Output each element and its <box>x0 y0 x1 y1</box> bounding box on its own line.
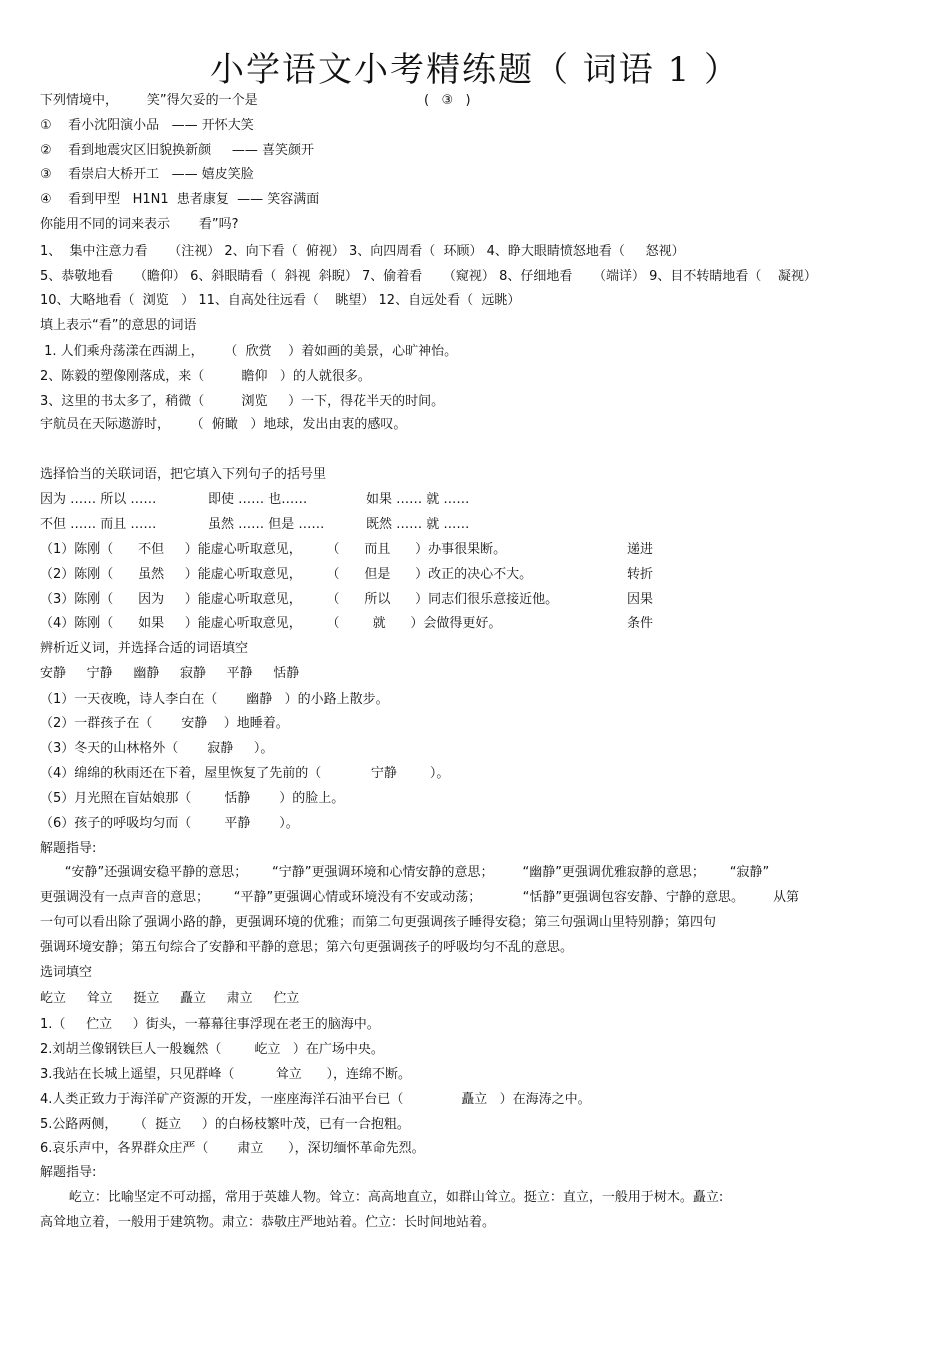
q2-row: 1、 集中注意力看 （注视） 2、向下看（ 俯视） 3、向四周看（ 环顾） 4、睁大眼睛愤怒地看（ 怒视） <box>40 244 685 259</box>
q5-item: （3）冬天的山林格外（ 寂静 ）。 <box>40 741 274 756</box>
q1-option: ① 看小沈阳演小品 —— 开怀大笑 <box>40 118 254 133</box>
q1-option: ④ 看到甲型 H1N1 患者康复 —— 笑容满面 <box>40 192 320 207</box>
q6-guide-line: 屹立：比喻坚定不可动摇，常用于英雄人物。耸立：高高地直立，如群山耸立。挺立：直立，一般用于树木。矗立: <box>40 1190 724 1205</box>
q4-item: （2）陈刚（ 虽然 ）能虚心听取意见， （ 但是 ）改正的决心不大。 <box>40 567 533 582</box>
q5-word-list: 安静 宁静 幽静 寂静 平静 恬静 <box>40 666 300 681</box>
q4-stem: 选择恰当的关联词语，把它填入下列句子的括号里 <box>40 467 327 482</box>
q4-pair: 既然 …… 就 …… <box>366 517 470 532</box>
q5-guide-line: 一句可以看出除了强调小路的静，更强调环境的优雅；而第二句更强调孩子睡得安稳；第三句强调山里特别静；第四句 <box>40 915 717 930</box>
q4-pair: 如果 …… 就 …… <box>366 492 470 507</box>
q6-item: 2.刘胡兰像钢铁巨人一般巍然（ 屹立 ）在广场中央。 <box>40 1042 384 1057</box>
q5-stem: 辨析近义词，并选择合适的词语填空 <box>40 641 249 656</box>
q6-word-list: 屹立 耸立 挺立 矗立 肃立 伫立 <box>40 991 300 1006</box>
q4-item-type: 递进 <box>627 542 654 557</box>
q4-item: （1）陈刚（ 不但 ）能虚心听取意见， （ 而且 ）办事很果断。 <box>40 542 507 557</box>
q5-item: （6）孩子的呼吸均匀而（ 平静 ）。 <box>40 816 299 831</box>
page-title: 小学语文小考精练题（ 词语 1 ） <box>209 50 741 90</box>
q6-stem: 选词填空 <box>40 965 93 980</box>
q1-answer: ( ③ ) <box>424 93 471 108</box>
q4-pair: 因为 …… 所以 …… <box>40 492 157 507</box>
q5-item: （5）月光照在盲姑娘那（ 恬静 ）的脸上。 <box>40 791 345 806</box>
q5-guide-line: 更强调没有一点声音的意思； “平静”更强调心情或环境没有不安或动荡； “恬静”更强调包容安静、宁静的意思。 从第 <box>40 890 799 905</box>
q4-item-type: 因果 <box>627 592 654 607</box>
q5-guide-title: 解题指导: <box>40 841 97 856</box>
q6-item: 3.我站在长城上遥望，只见群峰（ 耸立 ），连绵不断。 <box>40 1067 412 1082</box>
q1-stem: 下列情境中， 笑”得欠妥的一个是 <box>40 93 258 108</box>
q6-item: 6.哀乐声中，各界群众庄严（ 肃立 ），深切缅怀革命先烈。 <box>40 1141 425 1156</box>
q2-row: 5、恭敬地看 （瞻仰） 6、斜眼睛看（ 斜视 斜睨） 7、偷着看 （窥视） 8、仔细地看 （端详） 9、目不转睛地看（ 凝视） <box>40 269 817 284</box>
q6-item: 4.人类正致力于海洋矿产资源的开发，一座座海洋石油平台已（ 矗立 ）在海涛之中。 <box>40 1092 591 1107</box>
q4-pair: 虽然 …… 但是 …… <box>208 517 325 532</box>
q3-item: 3、这里的书太多了，稍微（ 浏览 ）一下，得花半天的时间。 <box>40 394 445 409</box>
q4-pair: 即使 …… 也…… <box>208 492 308 507</box>
q4-item-type: 条件 <box>627 616 654 631</box>
q1-option: ② 看到地震灾区旧貌换新颜 —— 喜笑颜开 <box>40 143 314 158</box>
q3-stem: 填上表示“看”的意思的词语 <box>40 318 197 333</box>
q4-item: （3）陈刚（ 因为 ）能虚心听取意见， （ 所以 ）同志们很乐意接近他。 <box>40 592 559 607</box>
q3-item: 2、陈毅的塑像刚落成，来（ 瞻仰 ）的人就很多。 <box>40 369 371 384</box>
q5-item: （2）一群孩子在（ 安静 ）地睡着。 <box>40 716 289 731</box>
q5-guide-line: “安静”还强调安稳平静的意思； “宁静”更强调环境和心情安静的意思； “幽静”更强调优雅寂静的意思； “寂静” <box>40 865 770 880</box>
q3-item: 1. 人们乘舟荡漾在西湖上， （ 欣赏 ）着如画的美景，心旷神怡。 <box>40 344 458 359</box>
q4-pair: 不但 …… 而且 …… <box>40 517 157 532</box>
q1-option: ③ 看崇启大桥开工 —— 嬉皮笑脸 <box>40 167 254 182</box>
q5-item: （4）绵绵的秋雨还在下着，屋里恢复了先前的（ 宁静 ）。 <box>40 766 450 781</box>
q6-item: 5.公路两侧， （ 挺立 ）的白杨枝繁叶茂，已有一合抱粗。 <box>40 1117 410 1132</box>
q3-item: 宇航员在天际遨游时， （ 俯瞰 ）地球，发出由衷的感叹。 <box>40 417 407 432</box>
q5-item: （1）一天夜晚，诗人李白在（ 幽静 ）的小路上散步。 <box>40 692 389 707</box>
q6-guide-title: 解题指导: <box>40 1165 97 1180</box>
q6-guide-line: 高耸地立着，一般用于建筑物。肃立：恭敬庄严地站着。伫立：长时间地站着。 <box>40 1215 496 1230</box>
q2-row: 10、大略地看（ 浏览 ） 11、自高处往远看（ 眺望） 12、自远处看（ 远眺） <box>40 293 521 308</box>
q5-guide-line: 强调环境安静；第五句综合了安静和平静的意思；第六句更强调孩子的呼吸均匀不乱的意思。 <box>40 940 574 955</box>
q2-stem: 你能用不同的词来表示 看”吗? <box>40 217 239 232</box>
q6-item: 1.（ 伫立 ）街头，一幕幕往事浮现在老王的脑海中。 <box>40 1017 380 1032</box>
q4-item-type: 转折 <box>627 567 654 582</box>
q4-item: （4）陈刚（ 如果 ）能虚心听取意见， （ 就 ）会做得更好。 <box>40 616 502 631</box>
